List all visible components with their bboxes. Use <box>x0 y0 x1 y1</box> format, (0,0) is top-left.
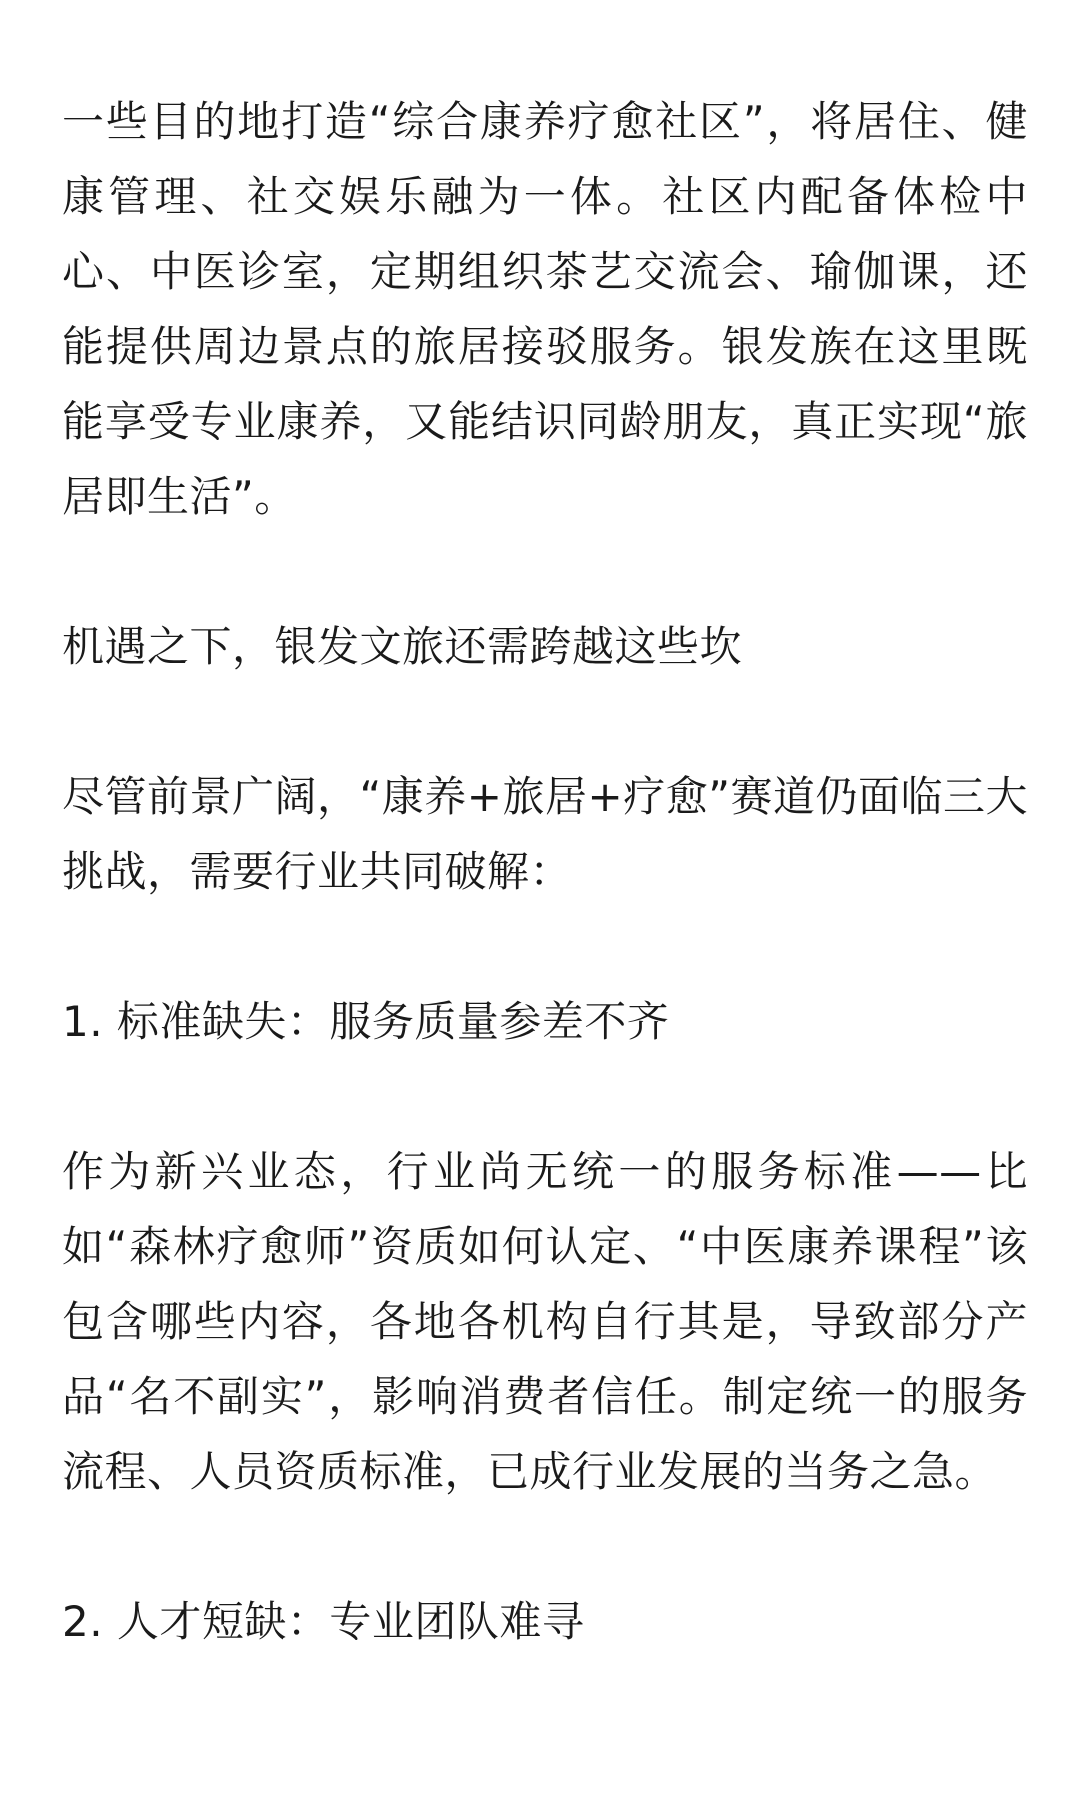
paragraph-spacer <box>62 534 1028 609</box>
paragraph-spacer <box>62 684 1028 759</box>
article-body <box>62 84 1028 1659</box>
list-heading-standards: 1. 标准缺失：服务质量参差不齐 <box>62 997 670 1046</box>
paragraph-spacer <box>62 1059 1028 1134</box>
paragraph-standards-detail: 作为新兴业态，行业尚无统一的服务标准——比如“森林疗愈师”资质如何认定、“中医康养课程”该包含哪些内容，各地各机构自行其是，导致部分产品“名不副实”，影响消费者信任。制定统一的服务流程、人员资质标准，已成行业发展的当务之急。 <box>62 1147 1028 1496</box>
paragraph-spacer <box>62 909 1028 984</box>
paragraph-three-challenges: 尽管前景广阔，“康养+旅居+疗愈”赛道仍面临三大挑战，需要行业共同破解： <box>62 772 1028 896</box>
section-heading-challenges: 机遇之下，银发文旅还需跨越这些坎 <box>62 622 743 671</box>
list-heading-talent: 2. 人才短缺：专业团队难寻 <box>62 1597 585 1646</box>
paragraph-spacer <box>62 1509 1028 1584</box>
paragraph-healing-community: 一些目的地打造“综合康养疗愈社区”，将居住、健康管理、社交娱乐融为一体。社区内配备体检中心、中医诊室，定期组织茶艺交流会、瑜伽课，还能提供周边景点的旅居接驳服务。银发族在这里既能享受专业康养，又能结识同龄朋友，真正实现“旅居即生活”。 <box>62 97 1028 521</box>
